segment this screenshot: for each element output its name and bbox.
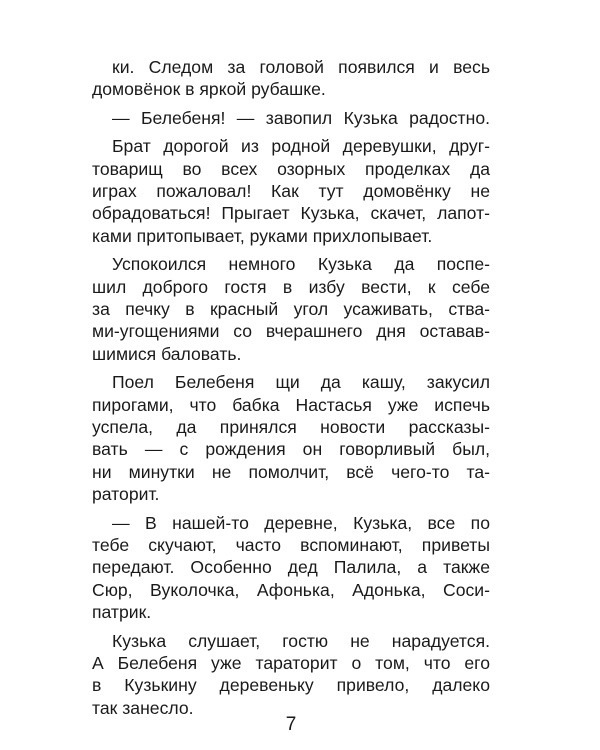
text-line: А Белебеня уже тараторит о том, что его — [92, 653, 490, 673]
text-line: обрадоваться! Прыгает Кузька, скачет, лапот- — [92, 203, 490, 224]
text-line: играх пожаловал! Как тут домовёнку не — [92, 181, 490, 201]
text-line: — Белебеня! — завопил Кузька радостно. — [112, 107, 490, 128]
text-line: товарищ во всех озорных проделках да — [92, 158, 490, 179]
text-line: успела, да принялся новости рассказы- — [92, 417, 490, 437]
text-line: ми-угощениями со вчерашнего дня оставав- — [92, 321, 490, 342]
text-line: за печку в красный угол усаживать, ства- — [92, 299, 490, 319]
text-line: патрик. — [92, 602, 152, 623]
text-line: Сюр, Вуколочка, Афонька, Адонька, Соси- — [92, 579, 490, 600]
text-line: в Кузькину деревеньку привело, далеко — [92, 675, 490, 696]
text-line: Брат дорогой из родной деревушки, друг- — [112, 136, 490, 157]
text-line: вать — с рождения он говорливый был, — [92, 439, 490, 460]
text-line: передают. Особенно дед Палила, а также — [92, 557, 490, 578]
text-line: шил доброго гостя в избу вести, к себе — [92, 276, 490, 297]
page-number: 7 — [285, 714, 297, 735]
text-line: пирогами, что бабка Настасья уже испечь — [92, 394, 490, 415]
text-line: тебе скучают, часто вспоминают, приветы — [92, 535, 490, 555]
text-line: Поел Белебеня щи да кашу, закусил — [112, 372, 490, 393]
text-line: ки. Следом за головой появился и весь — [112, 57, 490, 77]
text-line: ками притопывает, руками прихлопывает. — [92, 225, 433, 246]
text-line: так занесло. — [92, 697, 194, 718]
text-line: — В нашей-то деревне, Кузька, все по — [112, 512, 490, 533]
text-line: домовёнок в яркой рубашке. — [92, 79, 326, 100]
text-line: Кузька слушает, гостю не нарадуется. — [112, 630, 490, 651]
text-line: шимися баловать. — [92, 343, 242, 364]
text-line: раторит. — [92, 484, 160, 505]
text-line: Успокоился немного Кузька да поспе- — [112, 254, 490, 275]
text-line: ни минутки не помолчит, всё чего-то та- — [92, 461, 490, 482]
